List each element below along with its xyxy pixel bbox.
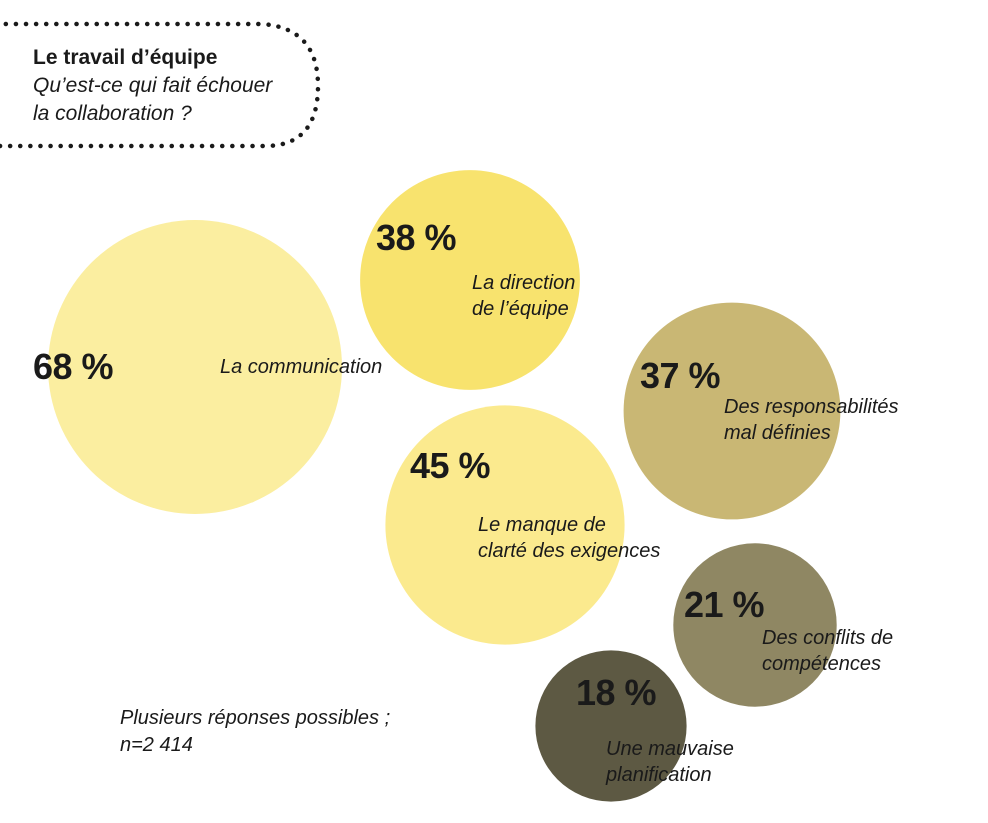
value-label-la-communication: 68 %: [33, 346, 114, 387]
category-label-la-direction: La direction de l’équipe: [472, 272, 576, 320]
footnote: [120, 705, 390, 759]
value-label-planification: 18 %: [576, 672, 657, 713]
value-label-la-direction: 38 %: [376, 217, 457, 258]
footnote-line2: n=2 414: [120, 734, 193, 756]
chart-title: Le travail d’équipe: [33, 46, 218, 69]
category-label-responsabilites: Des responsabilités mal définies: [724, 396, 899, 444]
category-label-conflits: Des conflits de compétences: [762, 627, 894, 675]
footnote-line1: Plusieurs réponses possibles ;: [120, 707, 391, 729]
chart-subtitle-line2: la collaboration ?: [33, 102, 192, 125]
value-label-conflits: 21 %: [684, 584, 765, 625]
category-label-la-communication: La communication: [220, 356, 383, 378]
category-label-planification: Une mauvaise planification: [606, 738, 734, 786]
value-label-responsabilites: 37 %: [640, 355, 721, 396]
category-label-manque-clarte: Le manque de clarté des exigences: [478, 514, 661, 562]
value-label-manque-clarte: 45 %: [410, 445, 491, 486]
chart-subtitle-line1: Qu’est-ce qui fait échouer: [33, 74, 273, 97]
